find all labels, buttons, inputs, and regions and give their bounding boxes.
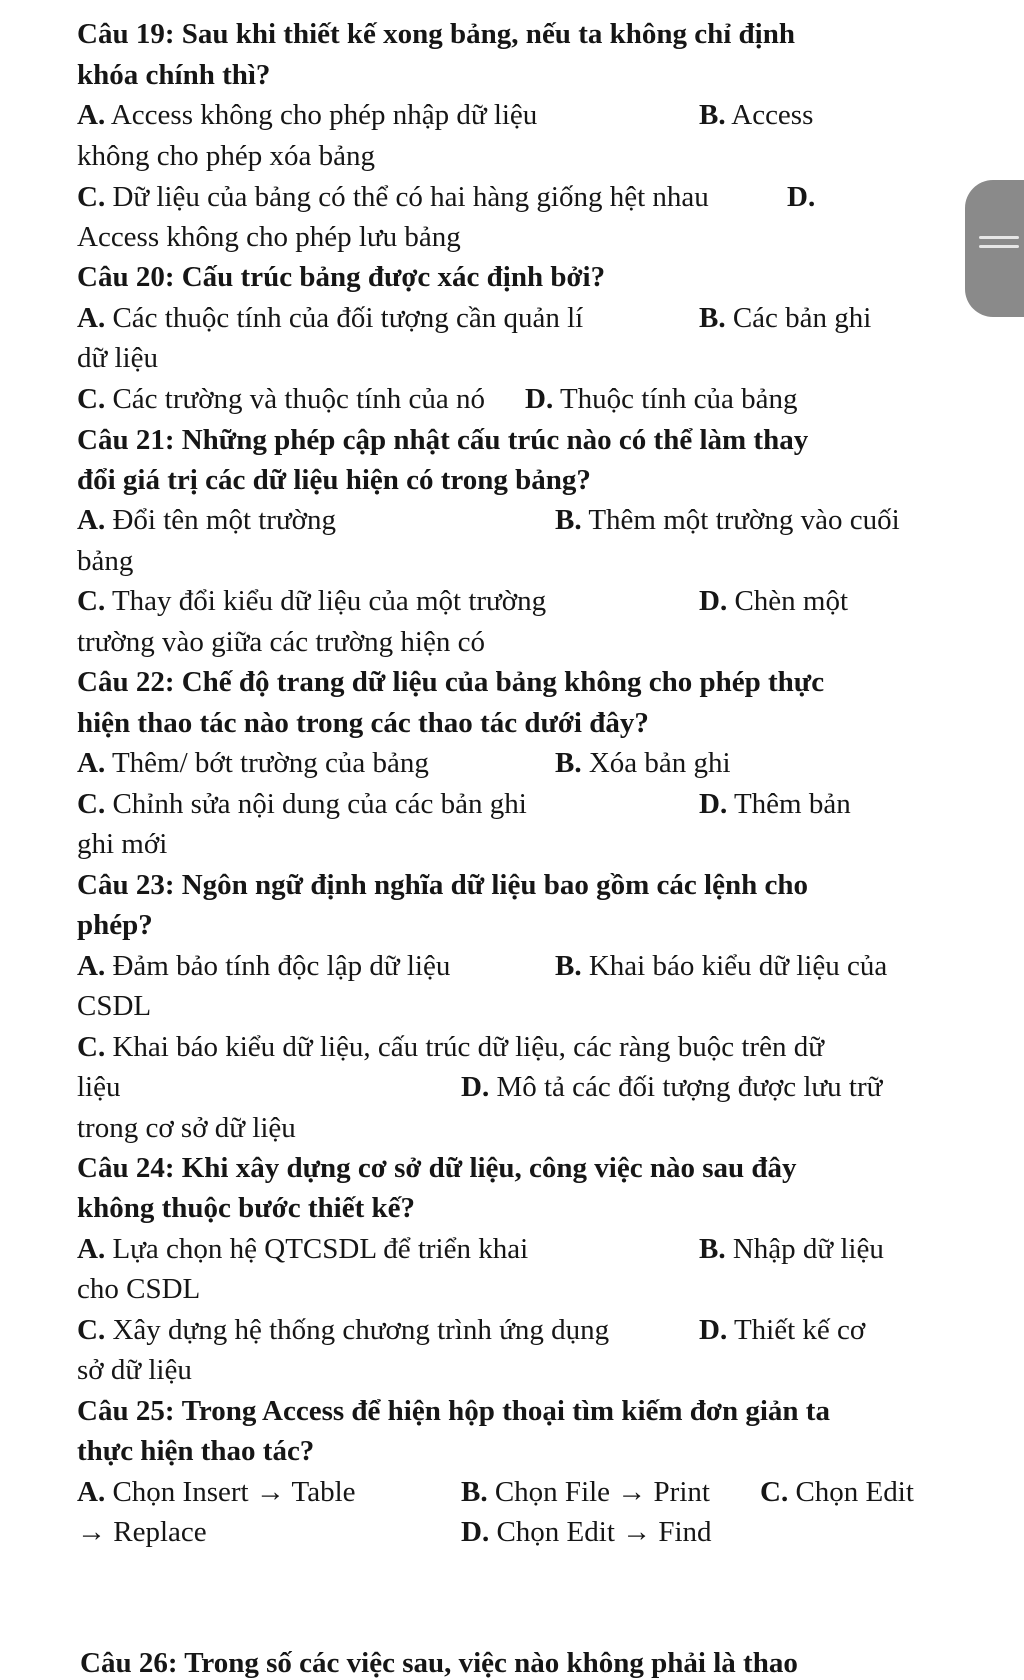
- question-23-line-1: Câu 23: Ngôn ngữ định nghĩa dữ liệu bao gồm các lệnh cho: [77, 869, 808, 901]
- question-22-line-1: Câu 22: Chế độ trang dữ liệu của bảng không cho phép thực: [77, 666, 825, 698]
- question-19-line-2: khóa chính thì?: [77, 59, 271, 91]
- question-21-option-b-cont: bảng: [77, 545, 134, 577]
- question-25-line-2: thực hiện thao tác?: [77, 1435, 315, 1467]
- question-25-line-1: Câu 25: Trong Access để hiện hộp thoại tìm kiếm đơn giản ta: [77, 1395, 830, 1427]
- question-23-option-c: C. Khai báo kiểu dữ liệu, cấu trúc dữ liệu, các ràng buộc trên dữ: [77, 1031, 824, 1063]
- question-24-option-d-cont: sở dữ liệu: [77, 1354, 192, 1386]
- question-23-option-d-cont: trong cơ sở dữ liệu: [77, 1112, 296, 1144]
- question-20-option-b-cont: dữ liệu: [77, 342, 158, 374]
- question-22-option-d-cont: ghi mới: [77, 828, 168, 860]
- grip-line-icon: [979, 236, 1019, 239]
- question-21-option-d-cont: trường vào giữa các trường hiện có: [77, 626, 485, 658]
- question-19-option-d-cont: Access không cho phép lưu bảng: [77, 221, 461, 253]
- question-24-line-1: Câu 24: Khi xây dựng cơ sở dữ liệu, công việc nào sau đây: [77, 1152, 797, 1184]
- question-21-line-1: Câu 21: Những phép cập nhật cấu trúc nào có thể làm thay: [77, 424, 809, 456]
- question-24-option-b-cont: cho CSDL: [77, 1273, 201, 1305]
- question-24-line-2: không thuộc bước thiết kế?: [77, 1192, 416, 1224]
- question-19-line-1: Câu 19: Sau khi thiết kế xong bảng, nếu ta không chỉ định: [77, 18, 795, 50]
- scroll-handle[interactable]: [965, 180, 1024, 317]
- grip-line-icon: [979, 245, 1019, 248]
- question-21-line-2: đổi giá trị các dữ liệu hiện có trong bảng?: [77, 464, 591, 496]
- question-20-line-1: Câu 20: Cấu trúc bảng được xác định bởi?: [77, 261, 606, 293]
- question-23-option-b-cont: CSDL: [77, 990, 152, 1022]
- question-19-option-b-cont: không cho phép xóa bảng: [77, 140, 375, 172]
- next-question-cut-off: Câu 26: Trong số các việc sau, việc nào không phải là thao: [80, 1647, 798, 1679]
- question-22-line-2: hiện thao tác nào trong các thao tác dưới đây?: [77, 707, 649, 739]
- question-23-line-2: phép?: [77, 909, 153, 941]
- exam-page: Câu 19: Sau khi thiết kế xong bảng, nếu ta không chỉ định khóa chính thì? A. Access không cho phép nhập dữ liệu B. Access không cho phép xóa bảng C. Dữ liệu của bảng có thể có hai hàng giống hệt nhau D. Access không cho phép lưu bảng Câu 20: Cấu trúc bảng được xác định bởi? A. Các thuộc tính của đối tượng cần quản lí B. Các bản ghi dữ liệu C. Các trường và thuộc tính của nó D. Thuộc tính của bảng Câu 21: Những phép cập nhật cấu trúc nào có thể làm thay đổi giá trị các dữ liệu hiện có trong bảng? A. Đổi tên một trường B. Thêm một trường vào cuối bảng C. Thay đổi kiểu dữ liệu của một trường D. Chèn một trường vào giữa các trường hiện có Câu 22: Chế độ trang dữ liệu của bảng không cho phép thực hiện thao tác nào trong các thao tác dưới đây? A. Thêm/ bớt trường của bảng B. Xóa bản ghi C. Chỉnh sửa nội dung của các bản ghi D. Thêm bản ghi mới Câu 23: Ngôn ngữ định nghĩa dữ liệu bao gồm các lệnh cho phép? A. Đảm bảo tính độc lập dữ liệu B. Khai báo kiểu dữ liệu của CSDL C. Khai báo kiểu dữ liệu, cấu trúc dữ liệu, các ràng buộc trên dữ liệu D. Mô tả các đối tượng được lưu trữ trong cơ sở dữ liệu Câu 24: Khi xây dựng cơ sở dữ liệu, công việc nào sau đây không thuộc bước thiết kế? A. Lựa chọn hệ QTCSDL để triển khai B. Nhập dữ liệu cho CSDL C. Xây dựng hệ thống chương trình ứng dụng D. Thiết kế cơ sở dữ liệu Câu 25: Trong Access để hiện hộp thoại tìm kiếm đơn giản ta thực hiện thao tác? A. Chọn Insert → Table B. Chọn File → Print C. Chọn Edit → Replace D. Chọn Edit → Find Câu 26: Trong số các việc sau, việc nào không phải là thao: [77, 18, 914, 1679]
